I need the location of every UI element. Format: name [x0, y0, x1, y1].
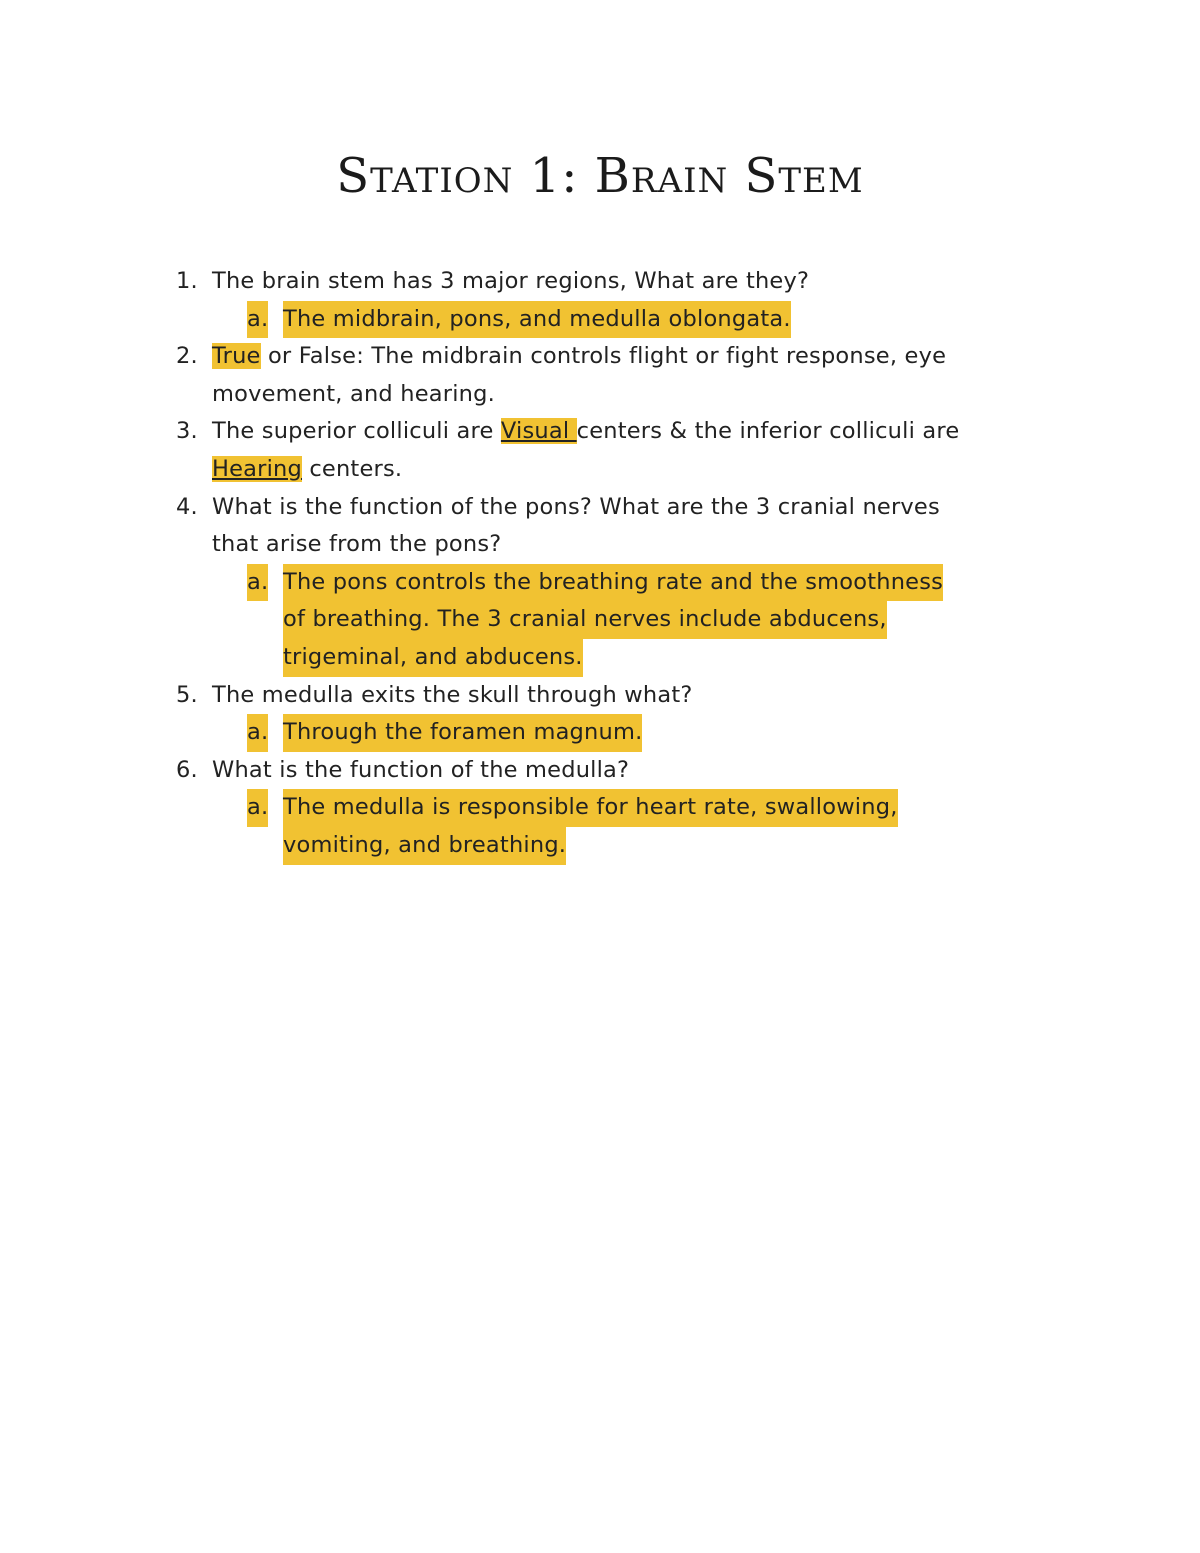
list-item — [0, 263, 1200, 301]
question-text: The superior colliculi are Visual centers & the inferior colliculi are — [212, 418, 960, 445]
answer-text: of breathing. The 3 cranial nerves include abducens, — [283, 601, 887, 639]
item-number: 3. — [176, 418, 198, 445]
answer-item-continued — [0, 639, 1200, 677]
answer-letter: a. — [247, 301, 268, 339]
item-number: 6. — [176, 756, 198, 783]
list-item-continued — [0, 376, 1200, 414]
list-item — [0, 338, 1200, 376]
question-text: that arise from the pons? — [212, 531, 502, 558]
item-number: 5. — [176, 681, 198, 708]
question-list — [0, 263, 1200, 865]
answer-letter: a. — [247, 714, 268, 752]
question-text: What is the function of the medulla? — [212, 756, 630, 783]
answer-item — [0, 301, 1200, 339]
answer-letter: a. — [247, 789, 268, 827]
answer-text: trigeminal, and abducens. — [283, 639, 583, 677]
answer-item — [0, 564, 1200, 602]
question-text: Hearing centers. — [212, 455, 403, 482]
answer-text: The medulla is responsible for heart rate, swallowing, — [283, 789, 898, 827]
item-number: 1. — [176, 268, 198, 294]
list-item-continued — [0, 526, 1200, 564]
question-text: What is the function of the pons? What are the 3 cranial nerves — [212, 493, 940, 520]
question-text: movement, and hearing. — [212, 380, 495, 407]
answer-text: The midbrain, pons, and medulla oblongata. — [283, 301, 791, 339]
list-item — [0, 677, 1200, 715]
question-text: The brain stem has 3 major regions, What are they? — [212, 268, 810, 294]
highlighted-answer: True — [212, 343, 261, 370]
question-text: The medulla exits the skull through what? — [212, 681, 693, 708]
answer-item-continued — [0, 827, 1200, 865]
list-item-continued — [0, 451, 1200, 489]
list-item — [0, 413, 1200, 451]
highlighted-answer: Visual — [500, 418, 577, 445]
item-number: 2. — [176, 343, 198, 370]
answer-item — [0, 789, 1200, 827]
list-item — [0, 752, 1200, 790]
answer-text: The pons controls the breathing rate and the smoothness — [283, 564, 943, 602]
answer-letter: a. — [247, 564, 268, 602]
answer-item-continued — [0, 601, 1200, 639]
answer-text: Through the foramen magnum. — [283, 714, 642, 752]
item-number: 4. — [176, 493, 198, 520]
answer-item — [0, 714, 1200, 752]
answer-text: vomiting, and breathing. — [283, 827, 566, 865]
list-item — [0, 489, 1200, 527]
highlighted-answer: Hearing — [212, 455, 302, 482]
question-text: True or False: The midbrain controls flight or fight response, eye — [212, 343, 947, 370]
page-title: Station 1: Brain Stem — [336, 148, 864, 204]
